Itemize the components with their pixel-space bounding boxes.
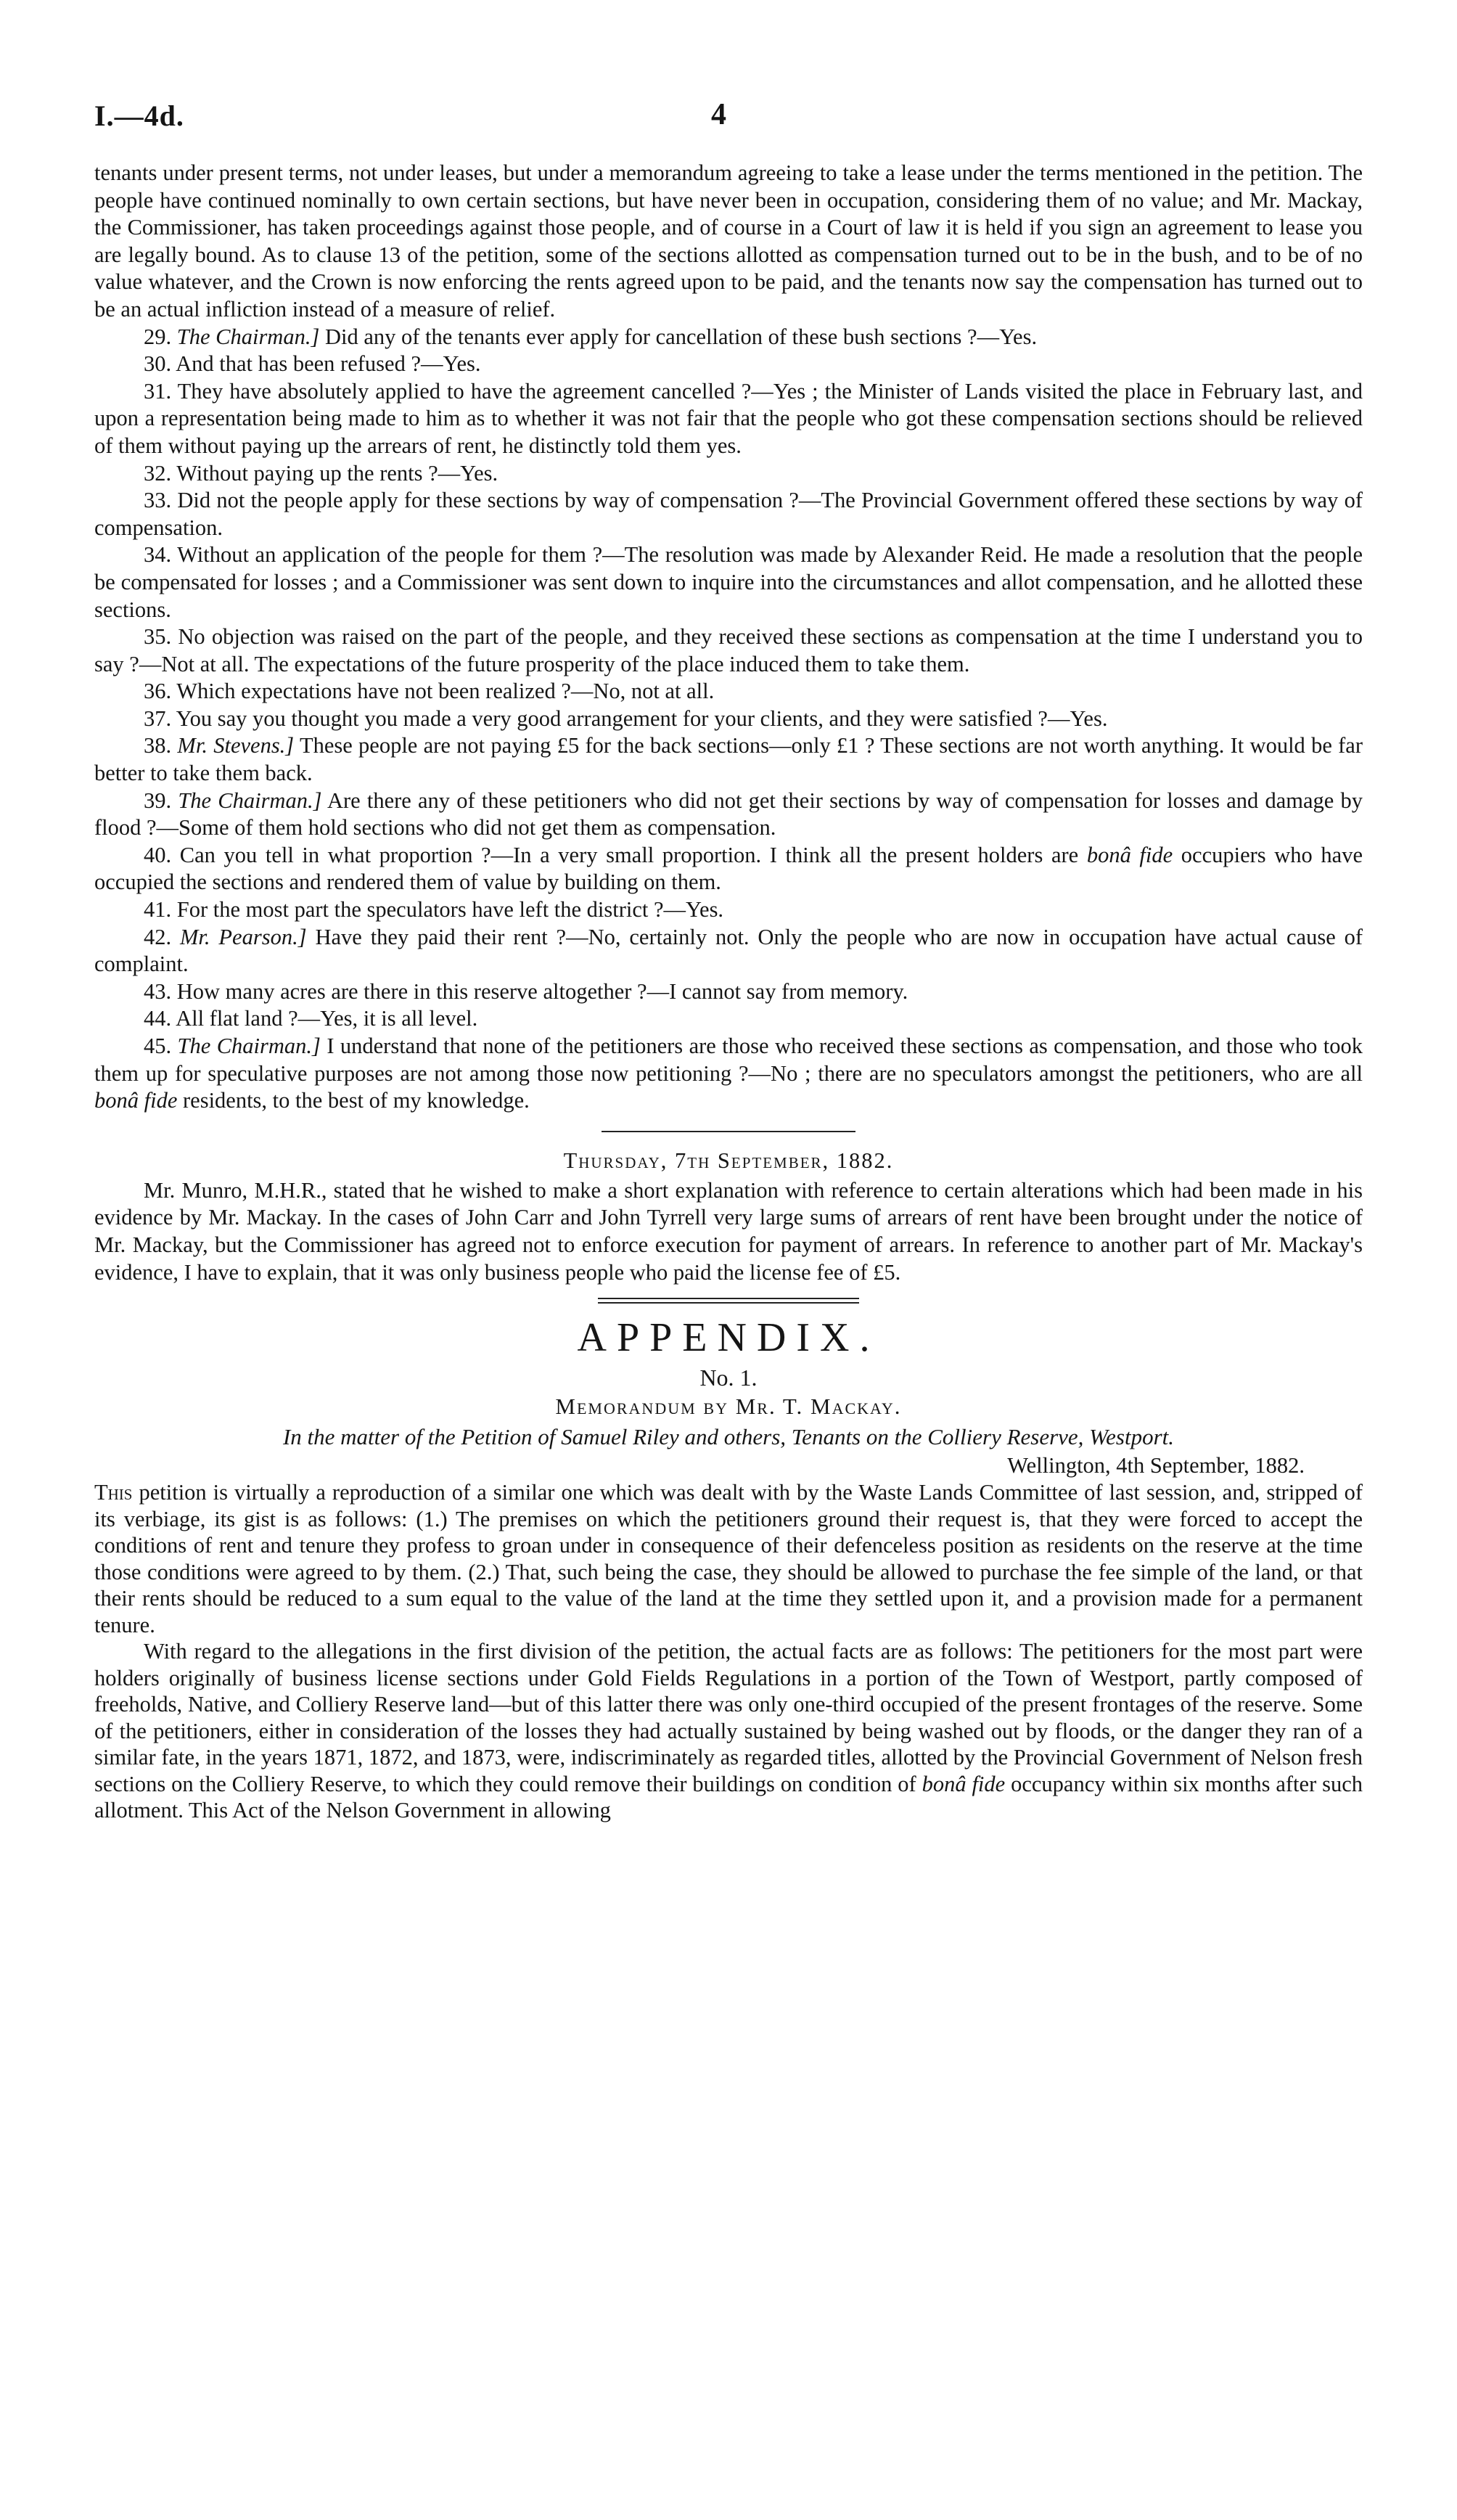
page-header (94, 93, 1363, 144)
latin-phrase: bonâ fide (922, 1771, 1006, 1796)
appendix-divider (598, 1298, 859, 1304)
memorandum-heading: Memorandum by Mr. T. Mackay. (555, 1394, 902, 1420)
question-29 (94, 324, 1363, 351)
question-32: 32. Without paying up the rents ?—Yes. (144, 460, 498, 486)
section-divider (602, 1131, 855, 1132)
question-42 (94, 924, 1363, 978)
question-number: 42. (144, 924, 172, 949)
appendix-title: APPENDIX. (577, 1315, 880, 1361)
question-43: 43. How many acres are there in this reserve altogether ?—I cannot say from memory. (144, 978, 908, 1004)
latin-phrase: bonâ fide (1086, 842, 1173, 867)
memorandum-paragraph-1: This petition is virtually a reproduction of a similar one which was dealt with by the Waste Lands Committee of last session, and, stripped of its verbiage, its gist is as follows: (1.) The premises on which the petitioners ground their request is, that they were forced to accept the conditions of rent and tenure they profess to groan under in consequence of their defenceless position as residents on the reserve at the time those conditions were agreed to by them. (2.) That, such being the case, they should be allowed to purchase the fee simple of the land, or that their rents should be reduced to a sum equal to the value of the land at the time they settled upon it, and a provision made for a permanent tenure. (94, 1480, 1363, 1637)
question-number: 45. (144, 1034, 172, 1058)
sitting-section (94, 1177, 1363, 1286)
question-number: 29. (144, 324, 172, 349)
paragraph-lead-word: This (94, 1480, 133, 1505)
speaker-label: The Chairman.] (178, 788, 322, 813)
munro-statement: Mr. Munro, M.H.R., stated that he wished to make a short explanation with reference to certain alterations which had been made in his evidence by Mr. Mackay. In the cases of John Carr and John Tyrrell very large sums of arrears of rent have been brought under the notice of Mr. Mackay, but the Commissioner has agreed not to enforce execution for payment of arrears. In reference to another part of Mr. Mackay's evidence, I have to explain, that it was only business people who paid the license fee of £5. (94, 1177, 1363, 1285)
question-36: 36. Which expectations have not been realized ?—No, not at all. (144, 679, 715, 704)
evidence-continuation: tenants under present terms, not under leases, but under a memorandum agreeing to take a lease under the terms mentioned in the petition. The people have continued nominally to own certain sections, but have never been in occupation, considering them of no value; and Mr. Mackay, the Commissioner, has taken proceedings against those people, and of course in a Court of law it is held if you sign an agreement to lease you are legally bound. As to clause 13 of the petition, some of the sections allotted as compensation turned out to be in the bush, and to be of no value whatever, and the Crown is now enforcing the rents agreed upon to be paid, and the tenants now say the compensation has turned out to be an actual infliction instead of a measure of relief. (94, 160, 1363, 322)
question-33: 33. Did not the people apply for these sections by way of compensation ?—The Provincial Government offered these sections by way of compensation. (94, 488, 1363, 540)
question-39 (94, 788, 1363, 842)
question-41: 41. For the most part the speculators have left the district ?—Yes. (144, 897, 724, 922)
speaker-label: Mr. Stevens.] (177, 733, 295, 758)
question-30: 30. And that has been refused ?—Yes. (144, 351, 481, 377)
question-44: 44. All flat land ?—Yes, it is all level. (144, 1006, 478, 1031)
question-35: 35. No objection was raised on the part of the people, and they received these sections as compensation at the time I understand you to say ?—Not at all. The expectations of the future prosperity of the place induced them to take them. (94, 624, 1363, 676)
latin-phrase: bonâ fide (94, 1088, 178, 1113)
speaker-label: The Chairman.] (176, 324, 320, 349)
question-34: 34. Without an application of the people for them ?—The resolution was made by Alexander Reid. He made a resolution that the people be compensated for losses ; and a Commissioner was sent down to inquire into the circumstances and allot compensation, and he allotted these sections. (94, 542, 1363, 622)
series-reference: I.—4d. (94, 99, 184, 132)
question-number: 38. (144, 733, 172, 758)
matter-title: In the matter of the Petition of Samuel Riley and others, Tenants on the Colliery Reserve, Westport. (282, 1424, 1175, 1450)
page-number: 4 (711, 98, 726, 131)
question-31: 31. They have absolutely applied to have the agreement cancelled ?—Yes ; the Minister of Lands visited the place in February last, and upon a representation being made to him as to whether it was not fair that the people who got these compensation sections should be relieved of them without paying up the arrears of rent, he distinctly told them yes. (94, 378, 1363, 458)
speaker-label: The Chairman.] (177, 1034, 321, 1058)
question-number: 39. (144, 788, 172, 813)
appendix-number: No. 1. (699, 1365, 758, 1391)
memorandum-paragraph-2: With regard to the allegations in the first division of the petition, the actual facts are as follows: The petitioners for the most part were holders originally of business license sections under Gold Fields Regulations in a portion of the Town of Westport, partly composed of freeholds, Native, and Colliery Reserve land—but of this latter there was only one-third occupied of the present frontages of the reserve. Some of the petitioners, either in consideration of the losses they had actually sustained by being washed out by floods, or the danger they ran of a similar fate, in the years 1871, 1872, and 1873, were, indiscriminately as regarded titles, allotted by the Provincial Government of Nelson fresh sections on the Colliery Reserve, to which they could remove their buildings on condition of bonâ fide occupancy within six months after such allotment. This Act of the Nelson Government in allowing (94, 1639, 1363, 1823)
question-45: 45. The Chairman.] I understand that none of the petitioners are those who received these sections as compensation, and those who took them up for speculative purposes are not among those now petitioning ?—No ; there are no speculators amongst the petitioners, who are all bonâ fide residents, to the best of my knowledge. (94, 1034, 1363, 1113)
evidence-section (94, 160, 1363, 1115)
speaker-label: Mr. Pearson.] (180, 924, 307, 949)
question-37: 37. You say you thought you made a very good arrangement for your clients, and they were satisfied ?—Yes. (144, 705, 1108, 731)
question-40: 40. Can you tell in what proportion ?—In a very small proportion. I think all the present holders are bonâ fide occupiers who have occupied the sections and rendered them of value by building on them. (94, 842, 1363, 895)
document-page (94, 93, 1363, 1824)
sitting-date-heading: Thursday, 7th September, 1882. (563, 1148, 894, 1173)
question-text: These people are not paying £5 for the back sections—only £1 ? These sections are not worth anything. It would be far better to take them back. (94, 733, 1363, 786)
question-text: Have they paid their rent ?—No, certainly not. Only the people who are now in occupation have actual cause of complaint. (94, 924, 1363, 977)
question-text: Are there any of these petitioners who did not get their sections by way of compensation for losses and damage by flood ?—Some of them hold sections who did not get them as compensation. (94, 788, 1363, 840)
memorandum-dateline: Wellington, 4th September, 1882. (1007, 1453, 1305, 1478)
question-text: Did any of the tenants ever apply for cancellation of these bush sections ?—Yes. (324, 324, 1038, 349)
question-38 (94, 732, 1363, 787)
memorandum-body (94, 1479, 1363, 1824)
